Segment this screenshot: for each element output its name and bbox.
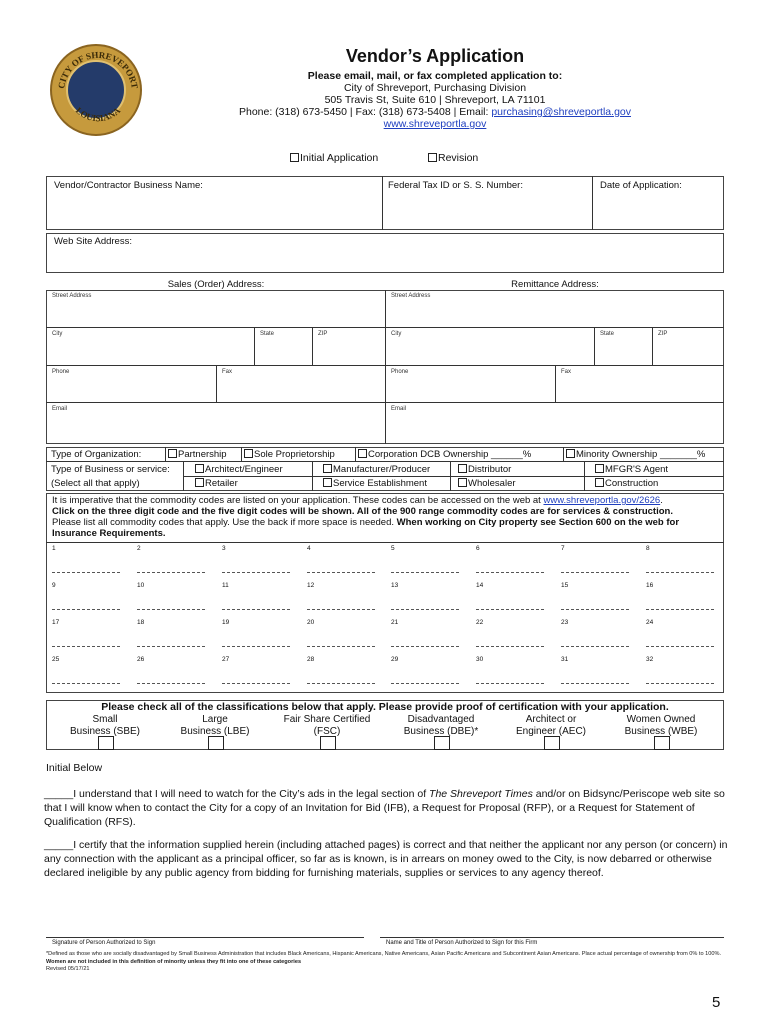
commodity-number: 30 bbox=[476, 656, 484, 663]
commodity-code-entry[interactable] bbox=[646, 572, 714, 573]
revision-option[interactable]: Revision bbox=[428, 152, 478, 164]
initial-application-option[interactable]: Initial Application bbox=[290, 152, 378, 164]
sales-email-label: Email bbox=[52, 406, 68, 412]
commodity-code-entry[interactable] bbox=[307, 609, 375, 610]
name-title-caption: Name and Title of Person Authorized to Sign for this Firm bbox=[386, 940, 538, 946]
remit-zip-label: ZIP bbox=[658, 331, 668, 337]
checkbox-icon[interactable] bbox=[195, 464, 204, 473]
commodity-code-entry[interactable] bbox=[222, 609, 290, 610]
contact-line bbox=[200, 106, 670, 119]
commodity-number: 1 bbox=[52, 545, 56, 552]
business-name-label: Vendor/Contractor Business Name: bbox=[54, 180, 203, 191]
contact-prefix: Phone: (318) 673-5450 | Fax: (318) 673-5408 | Email: bbox=[238, 106, 492, 118]
checkbox-icon[interactable] bbox=[595, 464, 604, 473]
svg-text:LOUISIANA: LOUISIANA bbox=[73, 105, 123, 124]
website-field[interactable] bbox=[46, 233, 724, 273]
commodity-text-2: Click on the three digit code and the five digit codes will be shown. All of the 900 range commodity codes are for services & construction. bbox=[52, 506, 673, 517]
checkbox-icon[interactable] bbox=[195, 478, 204, 487]
commodity-code-entry[interactable] bbox=[476, 646, 544, 647]
checkbox-icon[interactable] bbox=[323, 478, 332, 487]
commodity-instructions bbox=[52, 495, 720, 539]
commodity-text-1: It is imperative that the commodity codes are listed on your application. These codes can be accessed on the web at www.shreveportla.gov/2626. bbox=[52, 495, 663, 506]
commodity-number: 22 bbox=[476, 619, 484, 626]
architect-engineer-option[interactable]: Architect/Engineer bbox=[195, 464, 283, 475]
checkbox-icon[interactable] bbox=[566, 449, 575, 458]
commodity-number: 10 bbox=[137, 582, 145, 589]
commodity-code-entry[interactable] bbox=[137, 572, 205, 573]
commodity-number: 15 bbox=[561, 582, 569, 589]
sales-fax-label: Fax bbox=[222, 369, 233, 375]
commodity-code-entry[interactable] bbox=[52, 572, 120, 573]
organization-label: Type of Organization: bbox=[51, 449, 142, 460]
distributor-option[interactable]: Distributor bbox=[458, 464, 511, 475]
page-title: Vendor’s Application bbox=[345, 46, 525, 66]
sales-address-label: Sales (Order) Address: bbox=[167, 279, 265, 290]
commodity-number: 4 bbox=[307, 545, 311, 552]
remit-street-label: Street Address bbox=[391, 293, 431, 299]
remittance-address-label: Remittance Address: bbox=[511, 279, 599, 290]
name-title-line[interactable] bbox=[380, 937, 724, 938]
commodity-code-entry[interactable] bbox=[222, 683, 290, 684]
commodity-link[interactable]: www.shreveportla.gov/2626 bbox=[543, 495, 661, 506]
svg-text:CITY OF SHREVEPORT: CITY OF SHREVEPORT bbox=[56, 49, 140, 90]
remit-phone-label: Phone bbox=[391, 369, 409, 375]
commodity-code-entry[interactable] bbox=[222, 646, 290, 647]
commodity-code-entry[interactable] bbox=[391, 609, 459, 610]
signature-line[interactable] bbox=[46, 937, 364, 938]
classification-checkbox[interactable] bbox=[654, 736, 670, 750]
commodity-code-entry[interactable] bbox=[391, 572, 459, 573]
sales-city-label: City bbox=[52, 331, 63, 337]
retailer-option[interactable]: Retailer bbox=[195, 478, 238, 489]
commodity-code-entry[interactable] bbox=[646, 609, 714, 610]
remit-state-label: State bbox=[600, 331, 615, 337]
classification-checkbox[interactable] bbox=[208, 736, 224, 750]
classification-heading: Please check all of the classifications below that apply. Please provide proof of certification with your application. bbox=[101, 701, 669, 713]
commodity-code-entry[interactable] bbox=[52, 683, 120, 684]
checkbox-icon[interactable] bbox=[595, 478, 604, 487]
commodity-code-entry[interactable] bbox=[307, 646, 375, 647]
remit-fax-label: Fax bbox=[561, 369, 572, 375]
checkbox-icon[interactable] bbox=[244, 449, 253, 458]
classification-checkbox[interactable] bbox=[544, 736, 560, 750]
commodity-code-entry[interactable] bbox=[391, 683, 459, 684]
commodity-code-entry[interactable] bbox=[561, 572, 629, 573]
commodity-text-3: Please list all commodity codes that apply. Use the back if more space is needed. When working on City property see Section 600 on the web for Insurance Requirements. bbox=[52, 517, 680, 539]
commodity-number: 20 bbox=[307, 619, 315, 626]
email-link[interactable]: purchasing@shreveportla.gov bbox=[491, 106, 631, 118]
org-name: City of Shreveport, Purchasing Division bbox=[343, 82, 527, 94]
classification-option[interactable]: Fair Share Certified (FSC) bbox=[272, 714, 382, 738]
checkbox-icon[interactable] bbox=[428, 153, 437, 162]
sales-zip-label: ZIP bbox=[318, 331, 328, 337]
commodity-number: 9 bbox=[52, 582, 56, 589]
commodity-code-entry[interactable] bbox=[307, 683, 375, 684]
commodity-code-entry[interactable] bbox=[476, 683, 544, 684]
classification-option[interactable]: Women Owned Business (WBE) bbox=[606, 714, 716, 738]
commodity-number: 16 bbox=[646, 582, 654, 589]
checkbox-icon[interactable] bbox=[458, 478, 467, 487]
submission-instruction: Please email, mail, or fax completed application to: bbox=[307, 70, 563, 82]
commodity-number: 6 bbox=[476, 545, 480, 552]
checkbox-icon[interactable] bbox=[168, 449, 177, 458]
checkbox-icon[interactable] bbox=[458, 464, 467, 473]
commodity-code-entry[interactable] bbox=[137, 683, 205, 684]
classification-option[interactable]: Architect or Engineer (AEC) bbox=[496, 714, 606, 738]
commodity-number: 23 bbox=[561, 619, 569, 626]
corporation-option[interactable]: Corporation DCB Ownership ______% bbox=[358, 449, 531, 460]
checkbox-icon[interactable] bbox=[290, 153, 299, 162]
commodity-number: 17 bbox=[52, 619, 60, 626]
revised-date: Revised 05/17/21 bbox=[46, 966, 90, 972]
commodity-number: 7 bbox=[561, 545, 565, 552]
commodity-number: 26 bbox=[137, 656, 145, 663]
minority-ownership-option[interactable]: Minority Ownership _______% bbox=[566, 449, 705, 460]
sales-phone-label: Phone bbox=[52, 369, 70, 375]
remit-city-label: City bbox=[391, 331, 402, 337]
date-label: Date of Application: bbox=[600, 180, 682, 191]
classification-checkbox[interactable] bbox=[320, 736, 336, 750]
wholesaler-option[interactable]: Wholesaler bbox=[458, 478, 516, 489]
commodity-code-entry[interactable] bbox=[52, 609, 120, 610]
commodity-number: 27 bbox=[222, 656, 230, 663]
remit-email-label: Email bbox=[391, 406, 407, 412]
commodity-number: 14 bbox=[476, 582, 484, 589]
sole-proprietorship-option[interactable]: Sole Proprietorship bbox=[244, 449, 335, 460]
mfgrs-agent-option[interactable]: MFGR'S Agent bbox=[595, 464, 668, 475]
checkbox-icon[interactable] bbox=[358, 449, 367, 458]
commodity-code-entry[interactable] bbox=[137, 646, 205, 647]
classification-option[interactable]: Small Business (SBE) bbox=[50, 714, 160, 738]
commodity-number: 21 bbox=[391, 619, 399, 626]
website-label: Web Site Address: bbox=[54, 236, 132, 247]
business-type-sublabel: (Select all that apply) bbox=[51, 478, 140, 489]
commodity-code-entry[interactable] bbox=[646, 646, 714, 647]
partnership-option[interactable]: Partnership bbox=[168, 449, 227, 460]
manufacturer-option[interactable]: Manufacturer/Producer bbox=[323, 464, 430, 475]
website-link[interactable]: www.shreveportla.gov bbox=[383, 118, 487, 130]
sales-state-label: State bbox=[260, 331, 275, 337]
service-establishment-option[interactable]: Service Establishment bbox=[323, 478, 427, 489]
classification-checkbox[interactable] bbox=[434, 736, 450, 750]
commodity-code-entry[interactable] bbox=[646, 683, 714, 684]
commodity-number: 3 bbox=[222, 545, 226, 552]
commodity-number: 24 bbox=[646, 619, 654, 626]
commodity-code-entry[interactable] bbox=[307, 572, 375, 573]
classification-option[interactable]: Disadvantaged Business (DBE)* bbox=[386, 714, 496, 738]
page-number: 5 bbox=[712, 994, 721, 1011]
construction-option[interactable]: Construction bbox=[595, 478, 658, 489]
website-line bbox=[200, 118, 670, 131]
commodity-number: 29 bbox=[391, 656, 399, 663]
commodity-number: 8 bbox=[646, 545, 650, 552]
statement-certify: _____I certify that the information supplied herein (including attached pages) is correct and that neither the applicant nor any person (or concern) in any connection with the applicant as a principal officer, so far as is known, is in arrears on money owed to the City, is now debarred or otherwise declared ineligible by any public agency from bidding for furnishing materials, supplies or services to any agency thereof. bbox=[44, 839, 728, 879]
commodity-code-entry[interactable] bbox=[561, 646, 629, 647]
commodity-code-entry[interactable] bbox=[476, 609, 544, 610]
commodity-number: 12 bbox=[307, 582, 315, 589]
commodity-number: 25 bbox=[52, 656, 60, 663]
commodity-number: 11 bbox=[222, 582, 229, 589]
commodity-code-entry[interactable] bbox=[391, 646, 459, 647]
commodity-number: 19 bbox=[222, 619, 230, 626]
commodity-code-entry[interactable] bbox=[561, 609, 629, 610]
sales-street-label: Street Address bbox=[52, 293, 92, 299]
initial-below-label: Initial Below bbox=[46, 762, 103, 774]
commodity-number: 28 bbox=[307, 656, 315, 663]
business-type-label: Type of Business or service: bbox=[51, 464, 170, 475]
commodity-number: 5 bbox=[391, 545, 395, 552]
checkbox-icon[interactable] bbox=[323, 464, 332, 473]
commodity-number: 31 bbox=[561, 656, 569, 663]
commodity-code-entry[interactable] bbox=[52, 646, 120, 647]
signature-caption: Signature of Person Authorized to Sign bbox=[52, 940, 156, 946]
statement-ads: _____I understand that I will need to watch for the City’s ads in the legal section of The Shreveport Times and/or on Bidsync/Periscope web site so that I will know when to contact the City for a copy of an Invitation for Bid (IFB), a Request for Proposal (RFP), or a Request for Statement of Qualification (RFS). bbox=[44, 788, 725, 828]
tax-id-label: Federal Tax ID or S. S. Number: bbox=[388, 180, 523, 191]
commodity-code-entry[interactable] bbox=[476, 572, 544, 573]
commodity-number: 13 bbox=[391, 582, 399, 589]
commodity-code-entry[interactable] bbox=[137, 609, 205, 610]
commodity-number: 32 bbox=[646, 656, 654, 663]
commodity-number: 18 bbox=[137, 619, 145, 626]
classification-checkbox[interactable] bbox=[98, 736, 114, 750]
footnote: *Defined as those who are socially disadvantaged by Small Business Administration that includes Black Americans, Hispanic Americans, Native Americans, Asian Pacific Americans and Subcontinent Asian Americans. Place actual percentage of ownership from 0% to 100%. Women are not included in this definition of minority unless they fit into one of these categories Revised 05/17/21 bbox=[46, 951, 722, 972]
org-address: 505 Travis St, Suite 610 | Shreveport, LA 71101 bbox=[324, 94, 546, 106]
commodity-code-entry[interactable] bbox=[222, 572, 290, 573]
commodity-number: 2 bbox=[137, 545, 141, 552]
classification-option[interactable]: Large Business (LBE) bbox=[160, 714, 270, 738]
commodity-code-entry[interactable] bbox=[561, 683, 629, 684]
